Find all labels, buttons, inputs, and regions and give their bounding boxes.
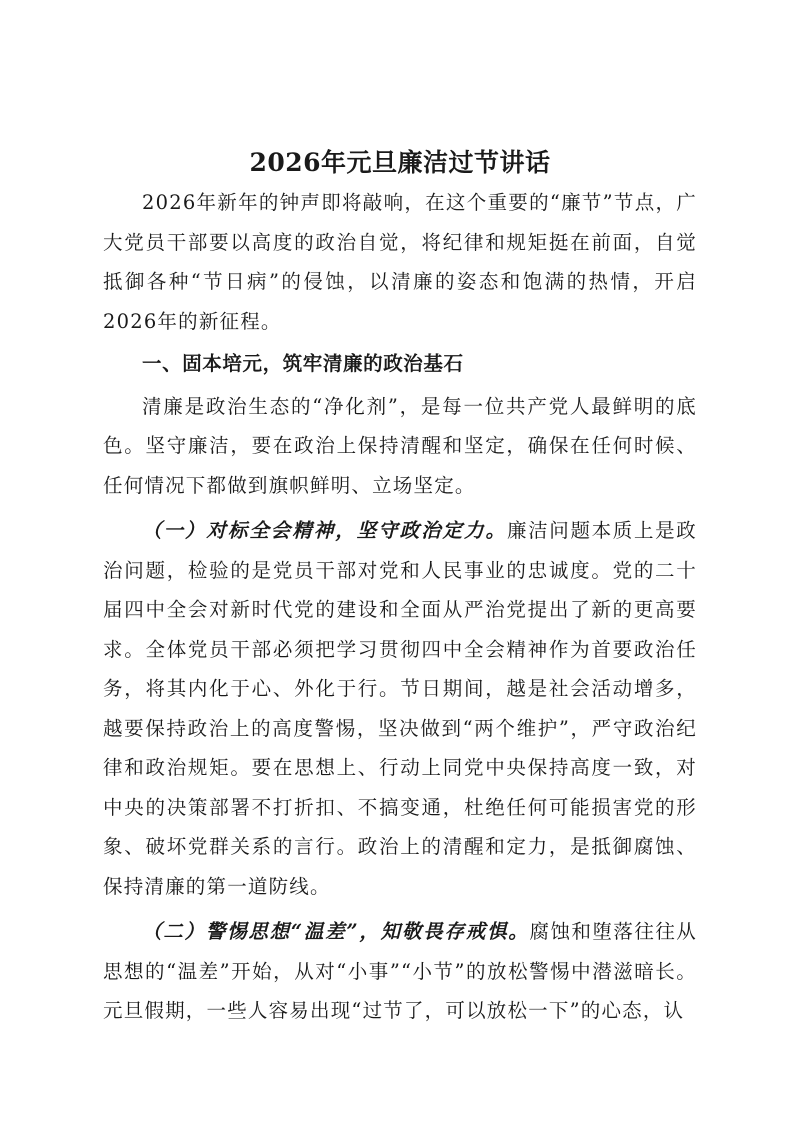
subsection-body-1: 廉洁问题本质上是政治问题，检验的是党员干部对党和人民事业的忠诚度。党的二十届四中全会对新时代党的建设和全面从严治党提出了新的更高要求。全体党员干部必须把学习贯彻四中全会精神作为首要政治任务，将其内化于心、外化于行。节日期间，越是社会活动增多，越要保持政治上的高度警惕，坚决做到“两个维护”，严守政治纪律和政治规矩。要在思想上、行动上同党中央保持高度一致，对中央的决策部署不打折扣、不搞变通，杜绝任何可能损害党的形象、破坏党群关系的言行。政治上的清醒和定力，是抵御腐蚀、保持清廉的第一道防线。 [103, 519, 697, 898]
section-heading-1: 一、固本培元，筑牢清廉的政治基石 [142, 352, 464, 375]
subsection-lead-1: （一）对标全会精神，坚守政治定力。 [142, 519, 507, 542]
intro-paragraph: 2026年新年的钟声即将敲响，在这个重要的“廉节”节点，广大党员干部要以高度的政治自觉，将纪律和规矩挺在前面，自觉抵御各种“节日病”的侵蚀，以清廉的姿态和饱满的热情，开启2026年的新征程。 [103, 191, 697, 333]
subsection-lead-2: （二）警惕思想“温差”，知敬畏存戒惧。 [142, 920, 530, 943]
subsection-paragraph-2 [103, 912, 697, 1031]
section-intro-paragraph: 清廉是政治生态的“净化剂”，是每一位共产党人最鲜明的底色。坚守廉洁，要在政治上保持清醒和坚定，确保在任何时候、任何情况下都做到旗帜鲜明、立场坚定。 [103, 394, 697, 497]
subsection-body-2: 腐蚀和堕落往往从思想的“温差”开始，从对“小事”“小节”的放松警惕中潜滋暗长。元旦假期，一些人容易出现“过节了，可以放松一下”的心态，认 [103, 920, 697, 1022]
document-body [103, 143, 697, 1031]
document-title: 2026年元旦廉洁过节讲话 [249, 148, 551, 177]
subsection-paragraph-1 [103, 511, 697, 906]
